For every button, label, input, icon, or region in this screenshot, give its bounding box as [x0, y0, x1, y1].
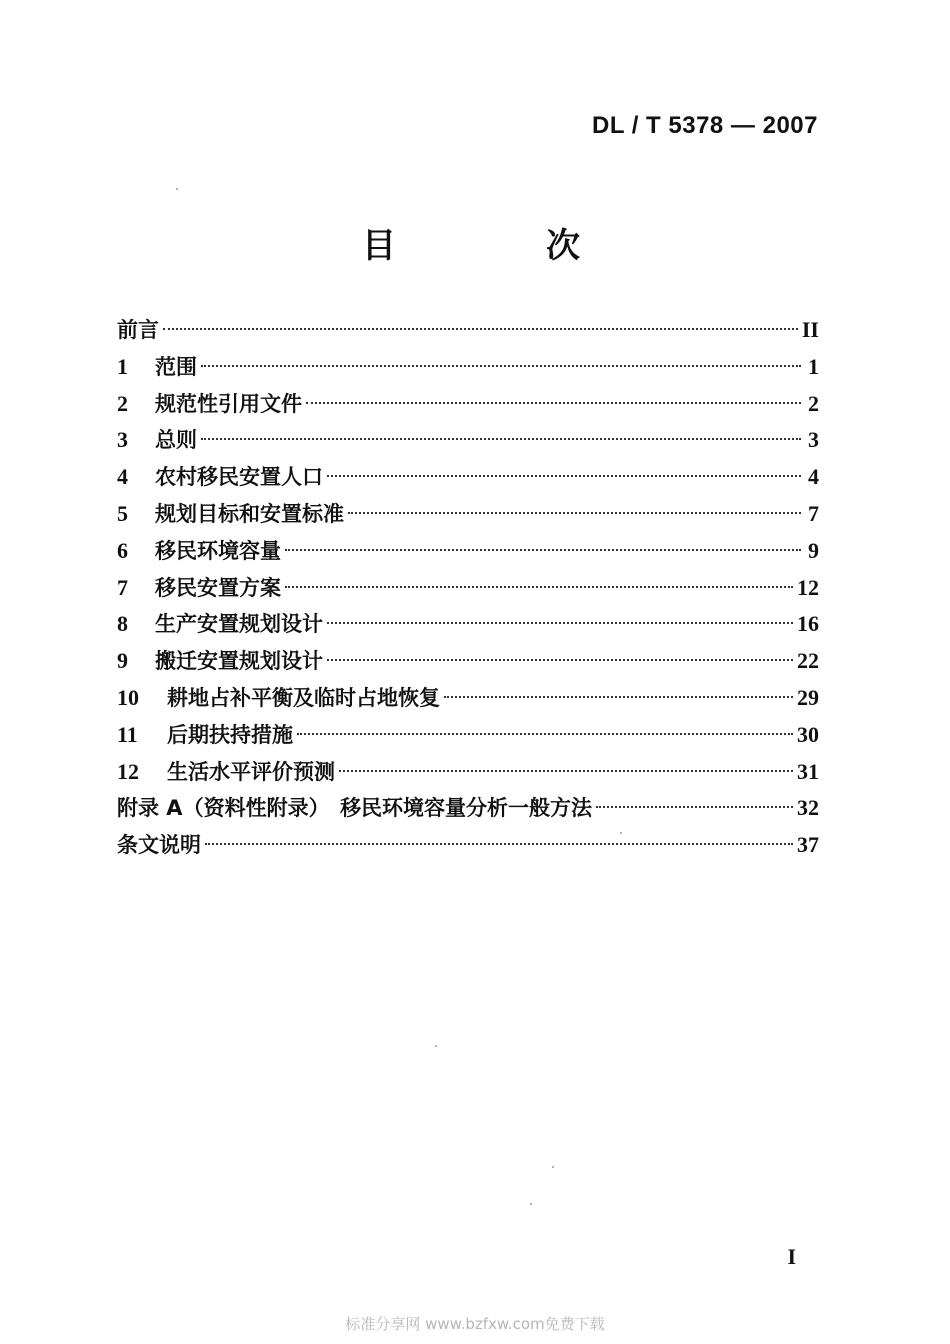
toc-entry-page: 9 — [808, 537, 819, 563]
toc-entry-number: 10 — [117, 684, 139, 710]
toc-entry-label: 移民安置方案 — [155, 575, 281, 600]
toc-entry-7[interactable] — [117, 570, 819, 607]
toc-entry-page: 16 — [797, 611, 819, 637]
toc-dot-leader — [327, 659, 793, 661]
scan-speck — [435, 1045, 437, 1047]
toc-entry-9[interactable] — [117, 643, 819, 680]
toc-entry-foreword[interactable] — [117, 312, 819, 349]
page-number: I — [787, 1244, 796, 1269]
toc-dot-leader — [163, 328, 798, 330]
toc-entry-page: 29 — [797, 684, 819, 710]
toc-entry-number: 6 — [117, 537, 128, 563]
toc-entry-number: 7 — [117, 574, 128, 600]
toc-entry-page: 12 — [797, 574, 819, 600]
table-of-contents — [117, 312, 819, 864]
watermark-text: 标准分享网 www.bzfxw.com免费下载 — [345, 1315, 605, 1333]
toc-dot-leader — [339, 770, 793, 772]
toc-entry-label: 生活水平评价预测 — [167, 759, 335, 784]
toc-entry-number: 9 — [117, 648, 128, 674]
toc-entry-2[interactable] — [117, 386, 819, 423]
toc-dot-leader — [201, 438, 801, 440]
toc-entry-number: 12 — [117, 758, 139, 784]
toc-entry-label: 搬迁安置规划设计 — [155, 649, 323, 674]
scan-speck — [552, 1166, 554, 1168]
scan-speck — [530, 1203, 532, 1205]
toc-dot-leader — [348, 512, 801, 514]
toc-entry-number: 2 — [117, 390, 128, 416]
toc-entry-number: 4 — [117, 464, 128, 490]
toc-dot-leader — [285, 549, 801, 551]
toc-entry-label: 耕地占补平衡及临时占地恢复 — [167, 685, 440, 710]
toc-entry-10[interactable] — [117, 680, 819, 717]
toc-dot-leader — [201, 365, 801, 367]
toc-entry-number: 11 — [117, 721, 138, 747]
toc-entry-explanation[interactable] — [117, 827, 819, 864]
toc-entry-3[interactable] — [117, 422, 819, 459]
toc-entry-6[interactable] — [117, 533, 819, 570]
toc-entry-page: 30 — [797, 721, 819, 747]
toc-dot-leader — [327, 475, 801, 477]
toc-entry-label: 移民环境容量 — [155, 538, 281, 563]
toc-entry-page: II — [801, 317, 819, 342]
toc-entry-page: 1 — [808, 353, 819, 379]
toc-entry-12[interactable] — [117, 754, 819, 791]
page-title: 目 次 — [362, 226, 638, 266]
scan-speck — [620, 832, 622, 834]
toc-dot-leader — [327, 622, 793, 624]
toc-entry-label: 规划目标和安置标准 — [155, 501, 344, 526]
toc-entry-page: 2 — [808, 390, 819, 416]
toc-entry-page: 22 — [797, 648, 819, 674]
toc-entry-page: 3 — [808, 427, 819, 453]
toc-entry-number: 1 — [117, 353, 128, 379]
toc-entry-page: 32 — [797, 795, 819, 821]
toc-entry-page: 4 — [808, 464, 819, 490]
toc-dot-leader — [596, 806, 793, 808]
toc-dot-leader — [285, 586, 793, 588]
toc-entry-8[interactable] — [117, 606, 819, 643]
toc-entry-page: 37 — [797, 832, 819, 858]
toc-entry-label: 总则 — [155, 428, 197, 453]
toc-entry-label: 后期扶持措施 — [167, 722, 293, 747]
toc-entry-4[interactable] — [117, 459, 819, 496]
toc-entry-label: 前言 — [117, 318, 159, 342]
toc-dot-leader — [297, 733, 793, 735]
toc-entry-1[interactable] — [117, 349, 819, 386]
toc-dot-leader — [444, 696, 793, 698]
toc-entry-appendix-a[interactable] — [117, 790, 819, 827]
toc-entry-number: 8 — [117, 611, 128, 637]
toc-entry-label: 规范性引用文件 — [155, 391, 302, 416]
toc-entry-11[interactable] — [117, 717, 819, 754]
toc-entry-number: 5 — [117, 500, 128, 526]
toc-entry-number: 3 — [117, 427, 128, 453]
toc-dot-leader — [306, 402, 801, 404]
toc-entry-label: 农村移民安置人口 — [155, 465, 323, 490]
toc-entry-label: 条文说明 — [117, 833, 201, 858]
toc-entry-label: 附录 A（资料性附录） 移民环境容量分析一般方法 — [117, 796, 593, 821]
scan-speck — [176, 188, 178, 190]
toc-entry-page: 7 — [808, 500, 819, 526]
toc-dot-leader — [205, 843, 793, 845]
standard-code: DL / T 5378 — 2007 — [591, 112, 818, 139]
toc-entry-label: 生产安置规划设计 — [155, 612, 323, 637]
toc-entry-label: 范围 — [155, 354, 197, 379]
toc-entry-page: 31 — [797, 758, 819, 784]
toc-entry-5[interactable] — [117, 496, 819, 533]
